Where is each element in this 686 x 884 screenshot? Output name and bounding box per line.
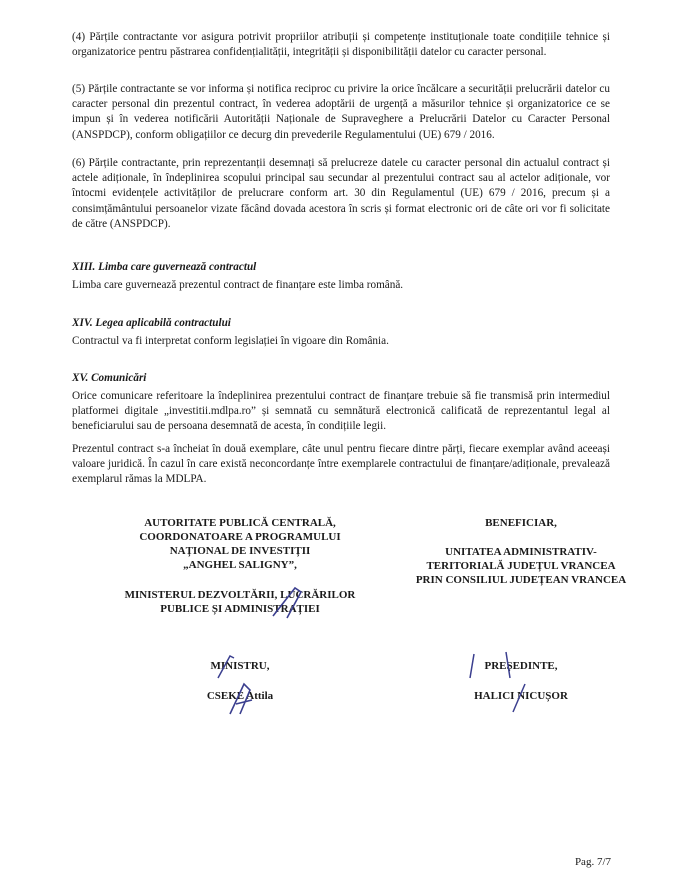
beneficiary-unit-block [396, 545, 646, 587]
section-13-heading: XIII. Limba care guvernează contractul [72, 261, 257, 273]
left-signatory-role: MINISTRU, [210, 660, 270, 672]
section-14-heading: XIV. Legea aplicabilă contractului [72, 317, 231, 329]
unit-line-1: UNITATEA ADMINISTRATIV- [445, 546, 597, 558]
left-authority-block [90, 516, 390, 572]
beneficiary-title: BENEFICIAR, [485, 517, 557, 529]
authority-line-1: AUTORITATE PUBLICĂ CENTRALĂ, [144, 517, 336, 529]
clause-6: (6) Părțile contractante, prin reprezentanții desemnați să prelucreze datele cu caracter personal din actualul contract și actele adiționale, în îndeplinirea scopului principal sau secundar al prezentului contract sau al actelor adiționale, vor întocmi evidențele activităților de prelucrare conform art. 30 din Regulamentul (UE) 679 / 2016, precum și a consimțământului persoanelor vizate făcând dovada acestora în scris și format electronic ori de câte ori vor fi solicitate de către (ANSPDCP). [72, 157, 610, 230]
authority-line-4: „ANGHEL SALIGNY”, [183, 559, 297, 571]
unit-line-2: TERITORIALĂ JUDEȚUL VRANCEA [426, 560, 616, 572]
section-15-copies: Prezentul contract s-a încheiat în două exemplare, câte unul pentru fiecare dintre părți, fiecare exemplar având aceeași valoare juridică. În cazul în care există neconcordanțe între exemplarele contractului de finanțare/adiționale, prevalează exemplarul rămas la MDLPA. [72, 443, 610, 486]
authority-line-3: NAȚIONAL DE INVESTIȚII [169, 545, 311, 557]
right-signatory-name: HALICI NICUȘOR [474, 690, 568, 702]
left-ministry-block [90, 588, 390, 616]
section-13-text: Limba care guvernează prezentul contract de finanțare este limba română. [72, 279, 404, 291]
page-number: Pag. 7/7 [574, 856, 611, 868]
section-14-text: Contractul va fi interpretat conform legislației în vigoare din România. [72, 335, 389, 347]
authority-line-2: COORDONATOARE A PROGRAMULUI [139, 531, 341, 543]
right-signatory-role: PREȘEDINTE, [484, 660, 558, 672]
unit-line-3: PRIN CONSILIUL JUDEȚEAN VRANCEA [415, 574, 627, 586]
clause-5: (5) Părțile contractante se vor informa și notifica reciproc cu privire la orice încălcare a securității prelucrării datelor cu caracter personal din prezentul contract, în vederea adoptării de urgență a măsurilor tehnice și organizatorice ce se impun și în vederea notificării Autorității Naționale de Supraveghere a Prelucrării Datelor cu Caracter Personal (ANSPDCP), conform obligațiilor ce decurg din prevederile Regulamentului (UE) 679 / 2016. [72, 83, 610, 141]
ministry-line-1: MINISTERUL DEZVOLTĂRII, LUCRĂRILOR [124, 589, 356, 601]
clause-4: (4) Părțile contractante vor asigura potrivit propriilor atribuții și competențe instituționale toate condițiile tehnice și organizatorice pentru păstrarea confidențialității, integrității și disponibilității datelor cu caracter personal. [72, 31, 610, 59]
ministry-line-2: PUBLICE ȘI ADMINISTRAȚIEI [160, 603, 320, 615]
section-15-communications: Orice comunicare referitoare la îndeplinirea prezentului contract de finanțare trebuie să fie transmisă prin intermediul platformei digitale „investitii.mdlpa.ro” și semnată cu semnătură electronică calificată de reprezentantul legal al beneficiarului sau de persoana desemnată de acesta, în condițiile legii. [72, 390, 610, 433]
left-signatory-name: CSEKE Attila [206, 690, 274, 702]
section-15-heading: XV. Comunicări [72, 372, 147, 384]
